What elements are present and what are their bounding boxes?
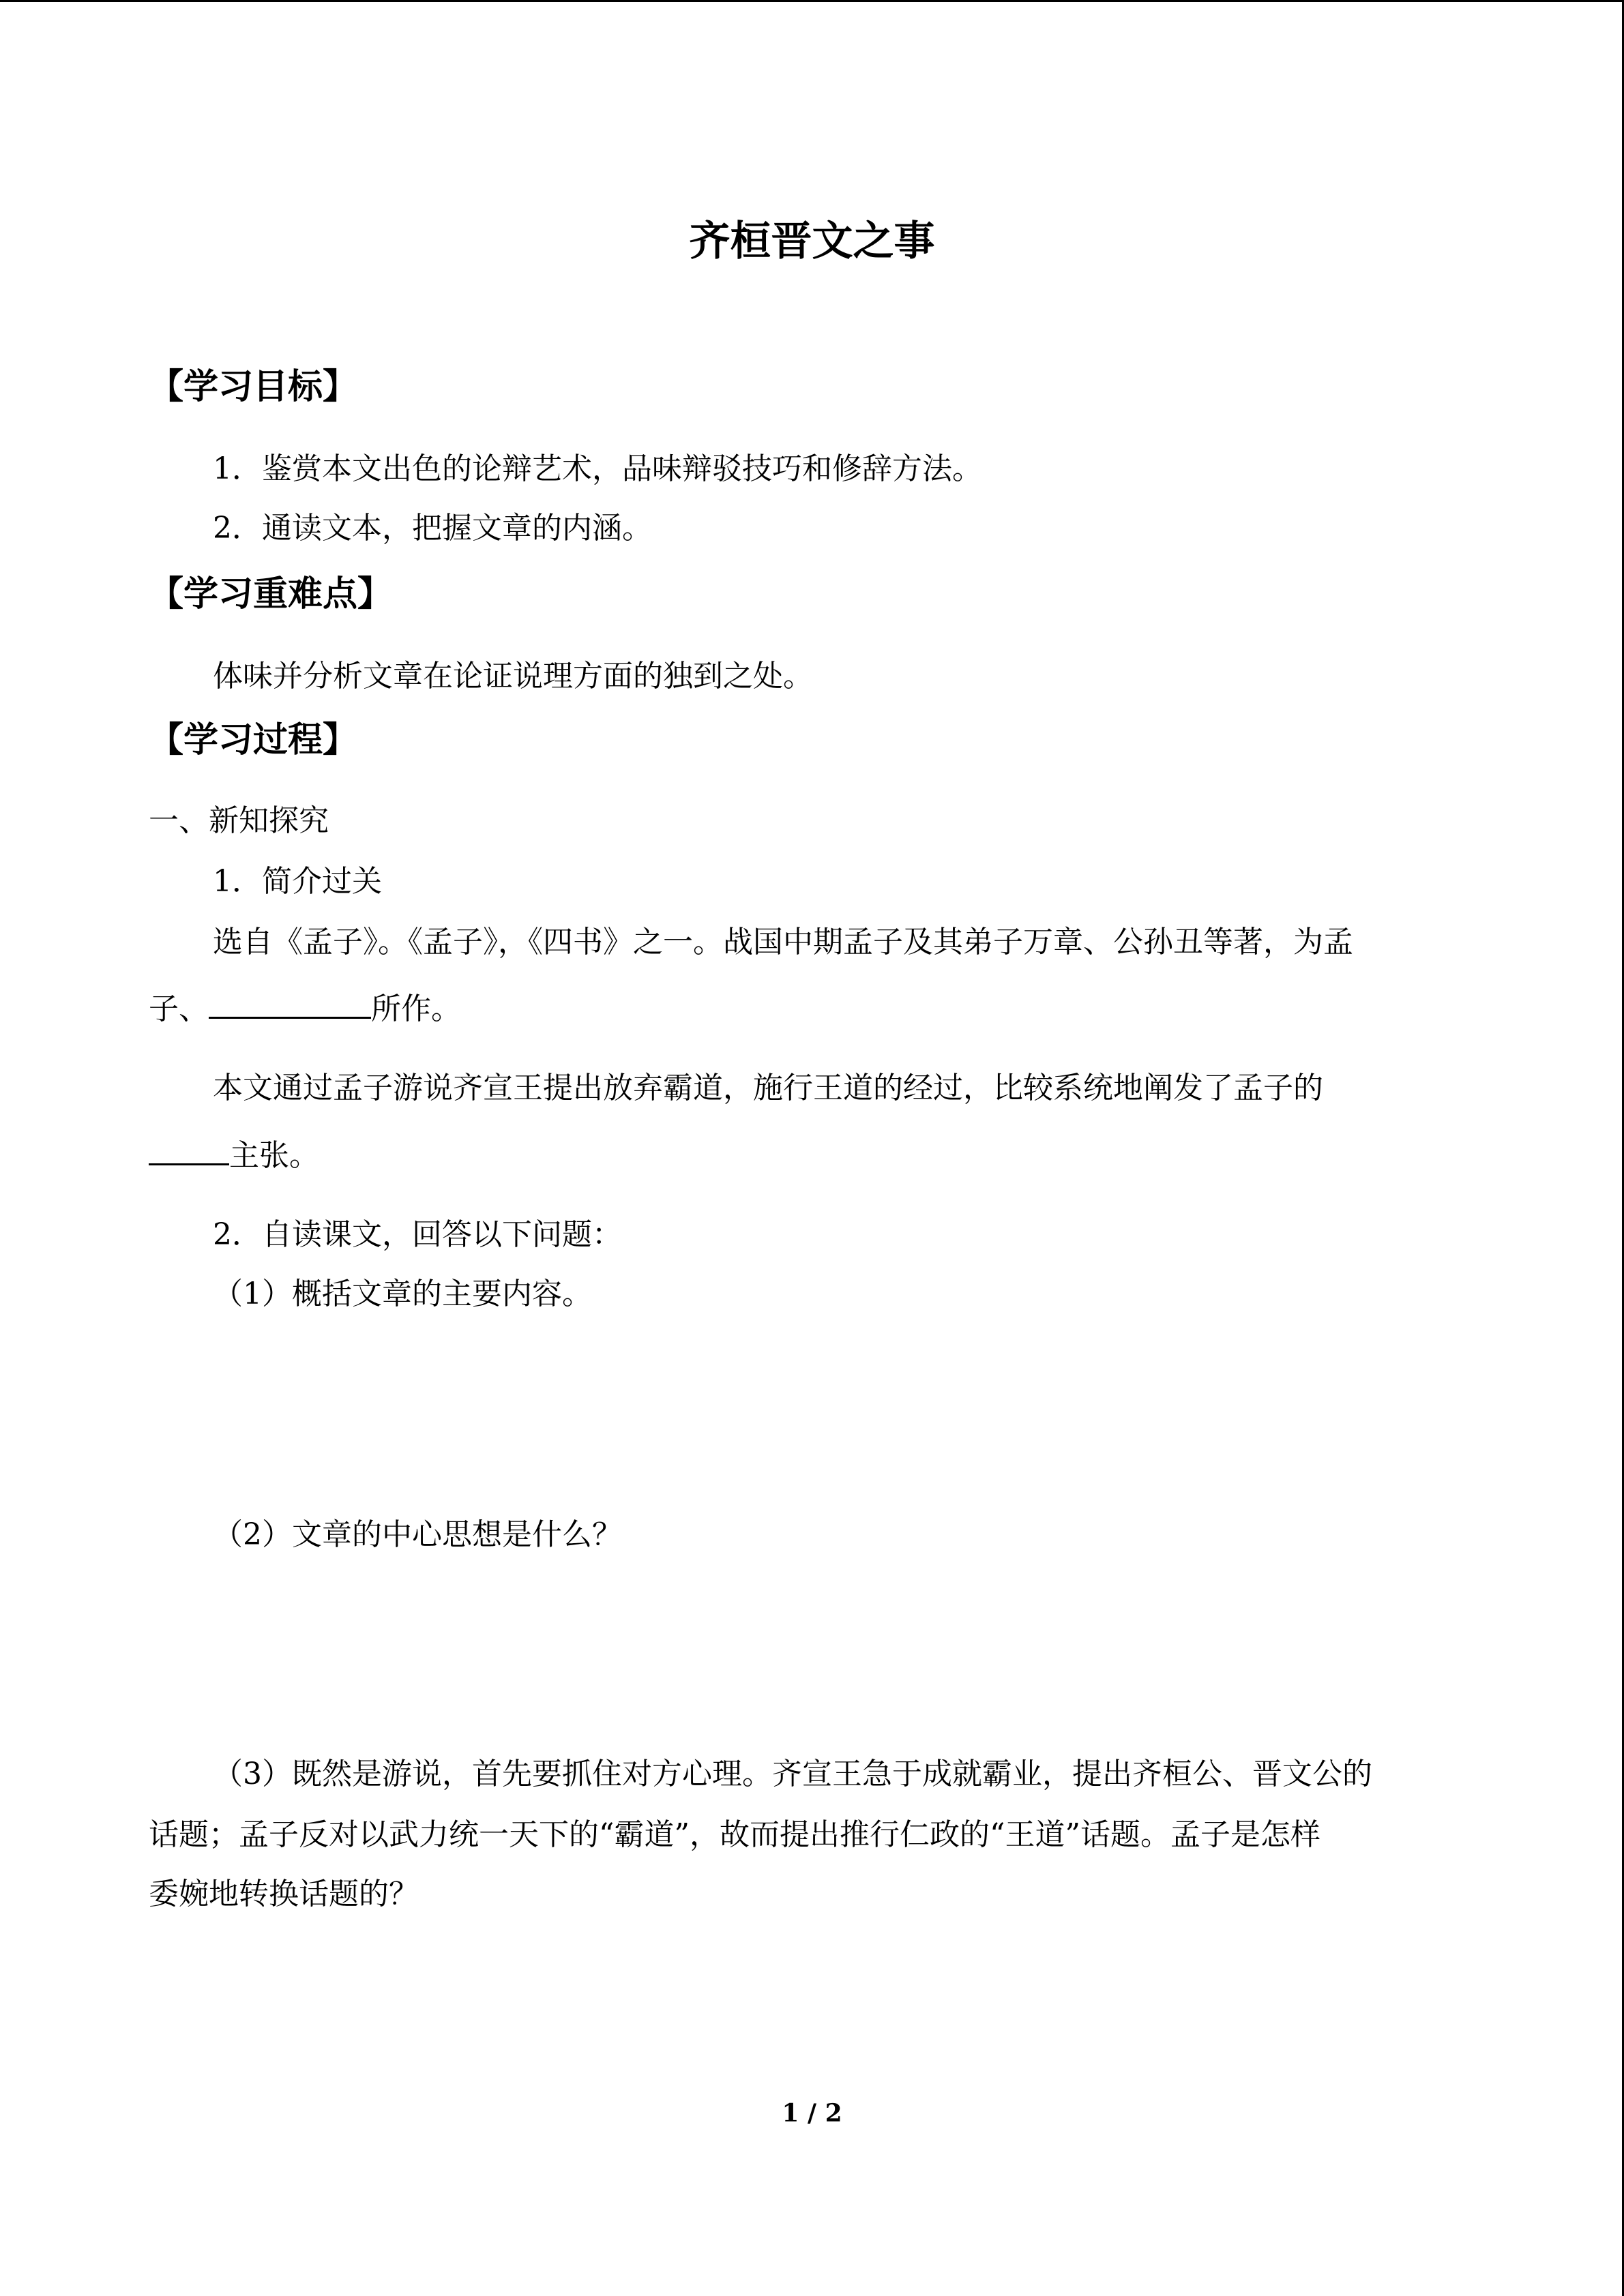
key-points-text: 体味并分析文章在论证说理方面的独到之处。	[213, 659, 813, 694]
reading-label: 2．自读课文，回答以下问题：	[213, 1217, 622, 1252]
intro-label: 1．简介过关	[213, 864, 382, 899]
question-1: （1）概括文章的主要内容。	[213, 1277, 592, 1311]
key-points-heading: 【学习重难点】	[149, 573, 393, 614]
document-title: 齐桓晋文之事	[689, 218, 935, 265]
summary-line-2	[149, 1133, 319, 1175]
objective-item-1: 1．鉴赏本文出色的论辩艺术，品味辩驳技巧和修辞方法。	[213, 451, 982, 486]
question-2: （2）文章的中心思想是什么？	[213, 1517, 622, 1552]
page-border-top	[0, 0, 1624, 2]
objectives-heading: 【学习目标】	[149, 366, 358, 407]
question-3-line-1: （3）既然是游说，首先要抓住对方心理。齐宣王急于成就霸业，提出齐桓公、晋文公的	[213, 1757, 1372, 1791]
summary-line-2-suffix: 主张。	[229, 1138, 319, 1173]
doctrine-blank[interactable]	[149, 1133, 229, 1165]
intro-line-1: 选自《孟子》。《孟子》，《四书》之一。战国中期孟子及其弟子万章、公孙丑等著，为孟	[213, 925, 1353, 959]
author-blank[interactable]	[209, 987, 371, 1019]
process-heading: 【学习过程】	[149, 719, 358, 760]
question-3-line-3: 委婉地转换话题的？	[149, 1877, 419, 1911]
page-number: 1 / 2	[782, 2099, 842, 2128]
intro-line-2	[149, 987, 461, 1028]
intro-line-2-suffix: 所作。	[371, 992, 461, 1026]
objective-item-2: 2．通读文本，把握文章的内涵。	[213, 511, 652, 546]
part-1-heading: 一、新知探究	[149, 803, 329, 838]
question-3-line-2: 话题；孟子反对以武力统一天下的“霸道”，故而提出推行仁政的“王道”话题。孟子是怎样	[149, 1817, 1320, 1852]
intro-line-2-prefix: 子、	[149, 992, 209, 1026]
summary-line-1: 本文通过孟子游说齐宣王提出放弃霸道，施行王道的经过，比较系统地阐发了孟子的	[213, 1071, 1323, 1105]
